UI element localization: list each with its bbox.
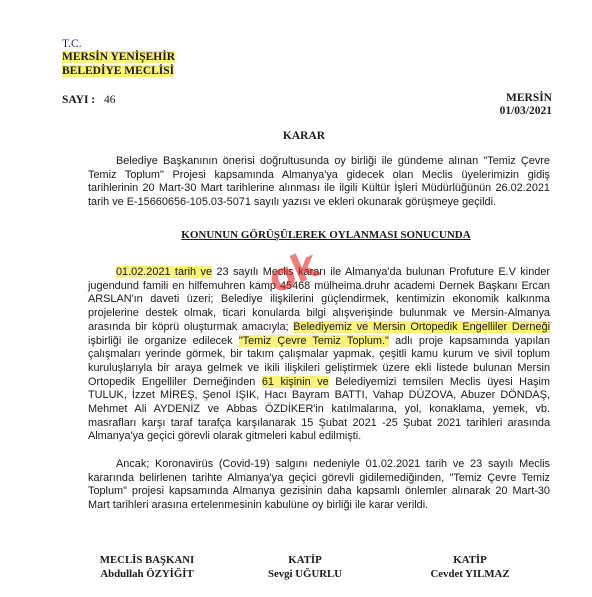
body-text-3: adlı proje kapsamında yapılan çalışmaları yerinde görmek, bir takım çalışmalar yapmak, çeşitli kamu kurum ve sivil toplum kuruluşlarıyla bir araya gelmek ve ikili ilişkileri geliştirmek üzere ekli listede bulunan Mersin Ortopedik Engelliler Derneğinden [88,334,551,388]
watermark-logo: ok [261,241,325,303]
signature-chairman [82,553,212,581]
section-subheading [0,225,592,243]
body-text-2: işbirliği ile organize edilecek [88,334,239,347]
signature-role: MECLİS BAŞKANI [99,554,195,566]
signature-role: KATİP [288,554,322,566]
header-org-line1 [62,50,175,64]
sayi-line [62,93,116,107]
conclusion-paragraph: Ancak; Koronavirüs (Covid-19) salgını nedeniyle 01.02.2021 tarih ve 23 sayılı Meclis kararında belirlenen tarihte Almanya'ya geçici görevli gidilemediğinden, "Temiz Çevre Temiz Toplum" projesi kapsamında Almanya gezisinin daha kapsamlı önlemler alınarak 20 Mart-30 Mart tarihleri arasına ertelenmesinin kabulüne oy birliği ile karar verildi. [88,458,550,512]
signature-name: Cevdet YILMAZ [430,568,510,580]
highlight-project: "Temiz Çevre Temiz Toplum." [238,334,389,347]
org-name-2: BELEDİYE MECLİSİ [62,65,175,77]
sayi-value: 46 [104,94,116,106]
sayi-label: SAYI : [62,94,96,106]
header-date: 01/03/2021 [499,105,552,117]
signature-name: Sevgi UĞURLU [267,568,343,580]
header-org-line2 [62,64,174,78]
header-city: MERSİN [505,92,552,104]
document-title: KARAR [282,130,326,142]
highlight-association: Belediyemiz ve Mersin Ortopedik Engelliler Derneği [293,320,550,333]
body-text-1: 23 sayılı Meclis kararı ile Almanya'da bulunan Profuture E.V kinder jugendund famili en hilfemuhren kamp 45468 mülheima.druhr academi Dernek Başkanı Ercan ARSLAN'ın daveti üzeri; Belediye ilişkilerini güçlendirmek, kentimizin ekonomik kalkınma projelerine destek olmak, ticari konularda bilgi alışverişinde bulunmak ve Mersin-Almanya arasında bir köprü oluşturmak amacıyla; [88,266,551,333]
body-text-4: Belediyemizi temsilen Meclis üyesi Haşim TULUK, İzzet MİREŞ, Şenol IŞIK, Hacı Bayram BATTI, Vahap DÜZOVA, Abuzer DÖNDAŞ, Mehmet Ali AYDENİZ ve Abbas ÖZDİKER'in katılmalarına, yol, konaklama, yemek, vb. masrafları karşı taraf tarafça karşılanarak 15 Şubat 2021 -25 Şubat 2021 tarihleri arasında Almanya'ya geçici görevli olarak gitmeleri kabul edilmişti. [88,375,550,443]
decision-body [88,266,550,444]
subheading-text: KONUNUN GÖRÜŞÜLEREK OYLANMASI SONUCUNDA [181,229,471,241]
intro-paragraph: Belediye Başkanının önerisi doğrultusunda oy birliği ile gündeme alınan "Temiz Çevre Temiz Toplum" Projesi kapsamında Almanya'ya gidecek olan Meclis üyelerimizin gidiş tarihlerinin 20 Mart-30 Mart tarihlerine alınması ile ilgili Kültür İşleri Müdürlüğünün 26.02.2021 tarih ve E-15660656-105.03-5071 sayılı yazısı ve ekleri okunarak görüşmeye geçildi. [88,155,550,209]
org-name-1: MERSİN YENİŞEHİR [62,51,176,63]
header-tc: T.C. [62,38,82,50]
highlight-date: 01.02.2021 tarih ve [116,266,213,278]
highlight-count: 61 kişinin ve [261,375,329,388]
signature-clerk-2 [410,553,530,581]
signature-clerk-1 [250,553,360,581]
signature-role: KATİP [453,554,487,566]
signature-name: Abdullah ÖZYİĞİT [100,568,194,580]
